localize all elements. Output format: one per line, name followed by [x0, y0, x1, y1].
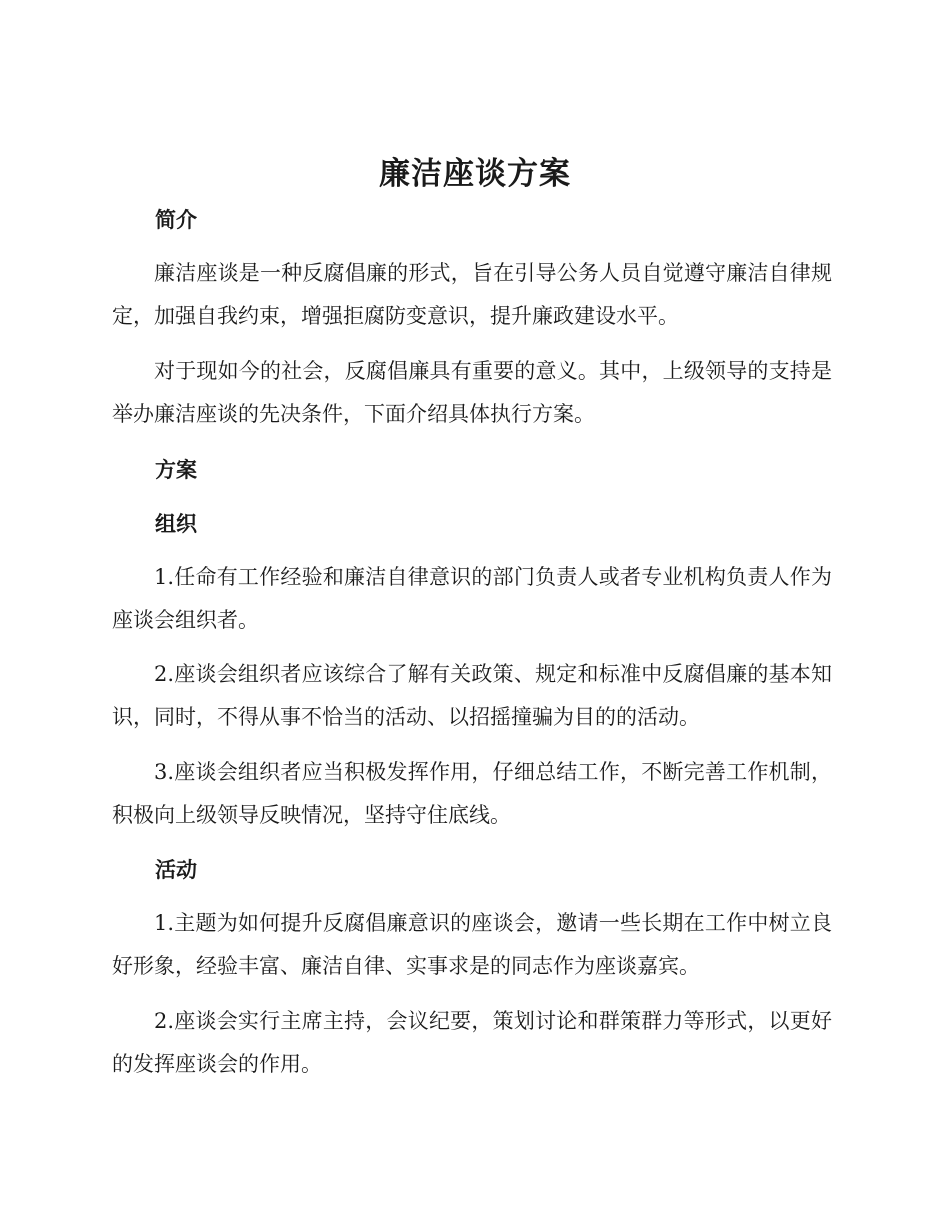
- paragraph-intro-1: 廉洁座谈是一种反腐倡廉的形式，旨在引导公务人员自觉遵守廉洁自律规定，加强自我约束，增强拒腐防变意识，提升廉政建设水平。: [112, 261, 832, 328]
- paragraph-organization-3: 3.座谈会组织者应当积极发挥作用，仔细总结工作，不断完善工作机制，积极向上级领导反映情况，坚持守住底线。: [112, 760, 832, 827]
- paragraph-organization-1: 1.任命有工作经验和廉洁自律意识的部门负责人或者专业机构负责人作为座谈会组织者。: [112, 565, 832, 632]
- paragraph-activity-1: 1.主题为如何提升反腐倡廉意识的座谈会，邀请一些长期在工作中树立良好形象，经验丰富、廉洁自律、实事求是的同志作为座谈嘉宾。: [112, 911, 832, 978]
- section-heading-intro: 简介: [155, 208, 197, 232]
- paragraph-intro-2: 对于现如今的社会，反腐倡廉具有重要的意义。其中，上级领导的支持是举办廉洁座谈的先决条件，下面介绍具体执行方案。: [112, 359, 832, 426]
- section-heading-organization: 组织: [155, 512, 197, 536]
- paragraph-activity-2: 2.座谈会实行主席主持，会议纪要，策划讨论和群策群力等形式，以更好的发挥座谈会的作用。: [112, 1009, 832, 1076]
- section-heading-plan: 方案: [155, 458, 197, 482]
- paragraph-organization-2: 2.座谈会组织者应该综合了解有关政策、规定和标准中反腐倡廉的基本知识，同时，不得从事不恰当的活动、以招摇撞骗为目的的活动。: [112, 662, 832, 729]
- document-title: 廉洁座谈方案: [379, 156, 571, 192]
- section-heading-activity: 活动: [155, 858, 197, 882]
